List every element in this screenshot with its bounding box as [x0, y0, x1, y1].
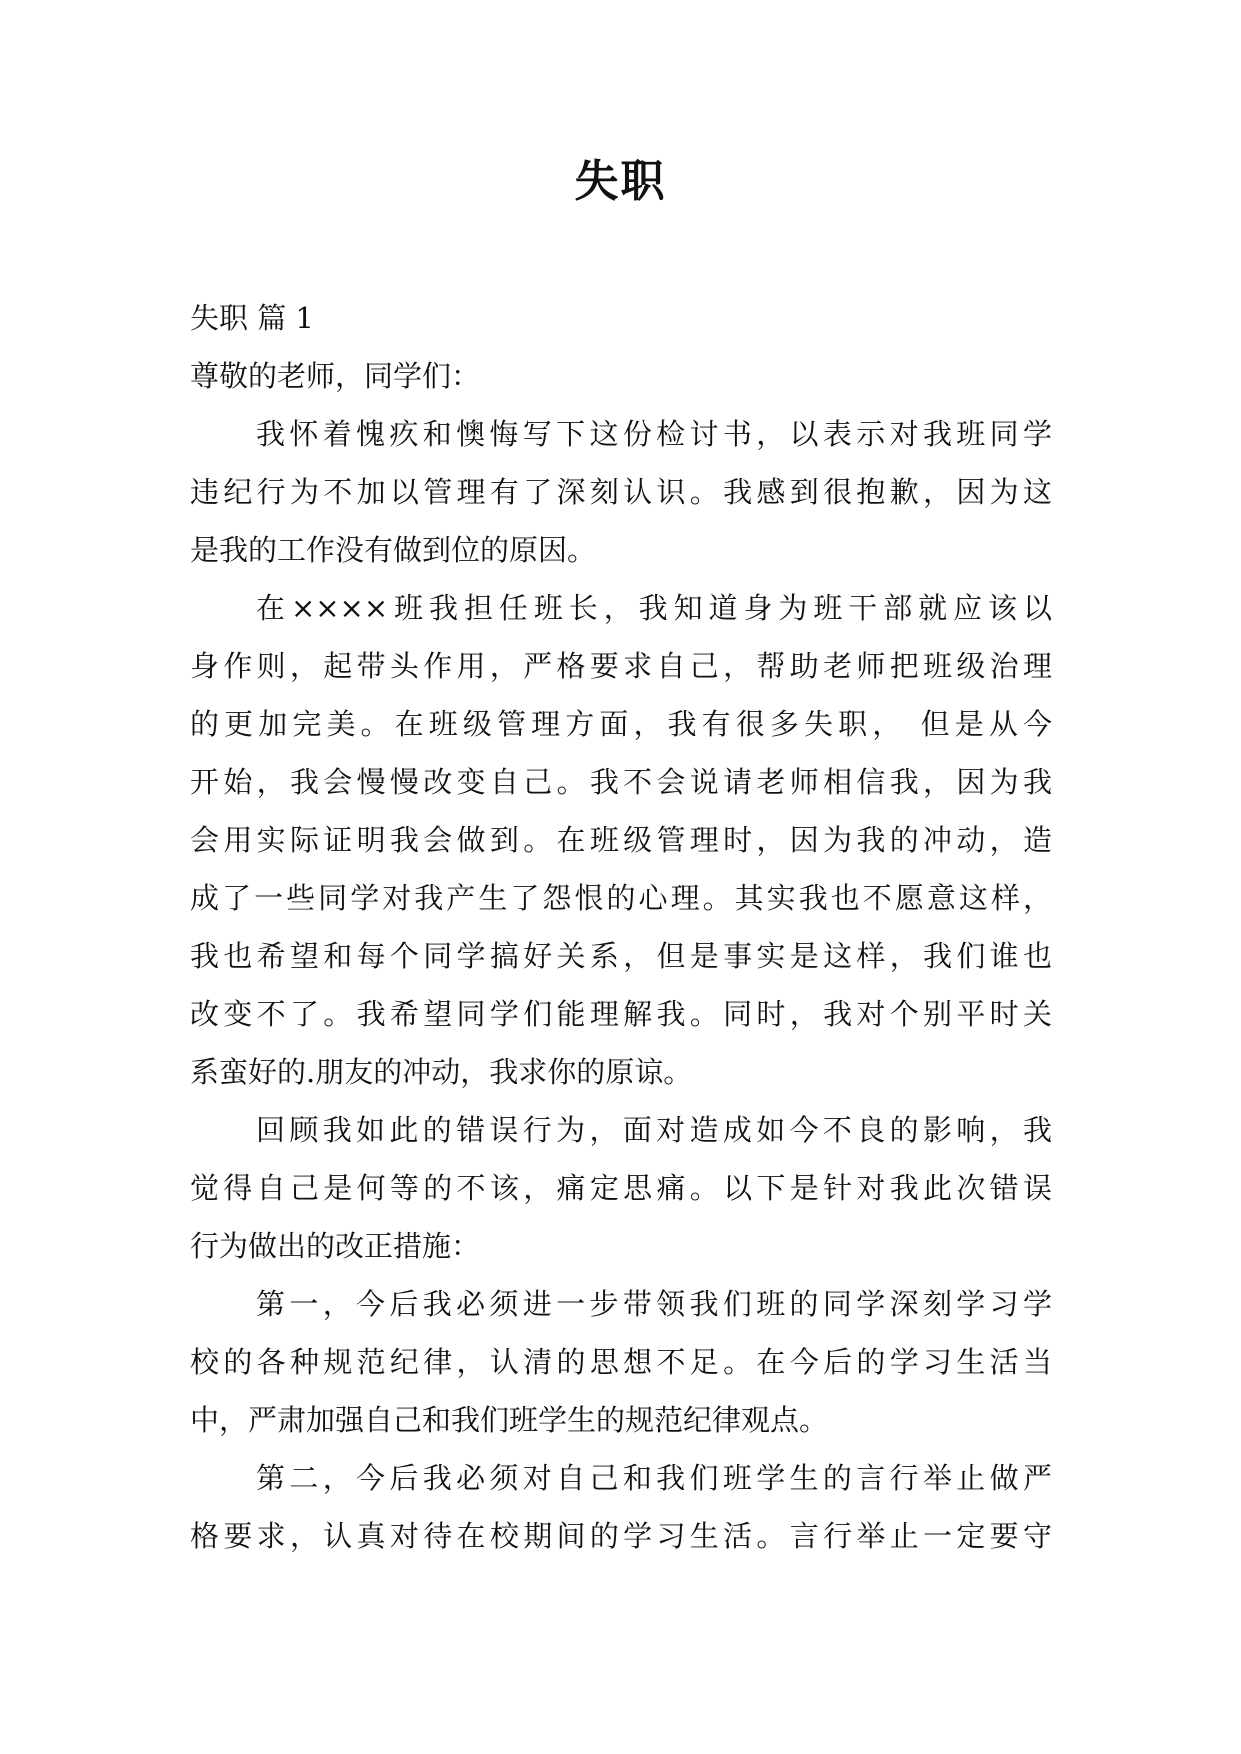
paragraph-line: 我也希望和每个同学搞好关系，但是事实是这样，我们谁也	[190, 939, 1052, 973]
document-body	[190, 289, 1052, 1565]
paragraph-line: 我怀着愧疚和懊悔写下这份检讨书，以表示对我班同学	[256, 417, 1052, 451]
paragraph	[190, 1275, 1052, 1449]
paragraph	[190, 579, 1052, 1101]
salutation: 尊敬的老师，同学们：	[190, 359, 481, 393]
paragraph-line: 开始，我会慢慢改变自己。我不会说请老师相信我，因为我	[190, 765, 1052, 799]
paragraph-line: 会用实际证明我会做到。在班级管理时，因为我的冲动，造	[190, 823, 1052, 857]
paragraph-line: 回顾我如此的错误行为，面对造成如今不良的影响，我	[256, 1113, 1052, 1147]
paragraph-line: 校的各种规范纪律，认清的思想不足。在今后的学习生活当	[190, 1345, 1052, 1379]
paragraph-line: 的更加完美。在班级管理方面，我有很多失职， 但是从今	[190, 707, 1052, 741]
paragraph-line: 觉得自己是何等的不该，痛定思痛。以下是针对我此次错误	[190, 1171, 1052, 1205]
paragraph-line: 在××××班我担任班长，我知道身为班干部就应该以	[256, 591, 1052, 625]
paragraph	[190, 1101, 1052, 1275]
paragraph-line: 第一，今后我必须进一步带领我们班的同学深刻学习学	[256, 1287, 1052, 1321]
paragraph-line: 成了一些同学对我产生了怨恨的心理。其实我也不愿意这样，	[190, 881, 1052, 915]
paragraph-line: 格要求，认真对待在校期间的学习生活。言行举止一定要守	[190, 1519, 1052, 1553]
paragraph-line: 身作则，起带头作用，严格要求自己，帮助老师把班级治理	[190, 649, 1052, 683]
section-heading: 失职 篇 1	[190, 301, 314, 335]
document-title: 失职	[574, 156, 667, 207]
paragraph-line: 行为做出的改正措施：	[190, 1229, 481, 1263]
paragraph-line: 系蛮好的.朋友的冲动，我求你的原谅。	[190, 1055, 693, 1089]
paragraph	[190, 1449, 1052, 1565]
paragraph-line: 第二，今后我必须对自己和我们班学生的言行举止做严	[256, 1461, 1052, 1495]
paragraph-line: 改变不了。我希望同学们能理解我。同时，我对个别平时关	[190, 997, 1052, 1031]
paragraph	[190, 405, 1052, 579]
paragraph-line: 违纪行为不加以管理有了深刻认识。我感到很抱歉，因为这	[190, 475, 1052, 509]
paragraph-line: 中，严肃加强自己和我们班学生的规范纪律观点。	[190, 1403, 829, 1437]
paragraph-line: 是我的工作没有做到位的原因。	[190, 533, 597, 567]
